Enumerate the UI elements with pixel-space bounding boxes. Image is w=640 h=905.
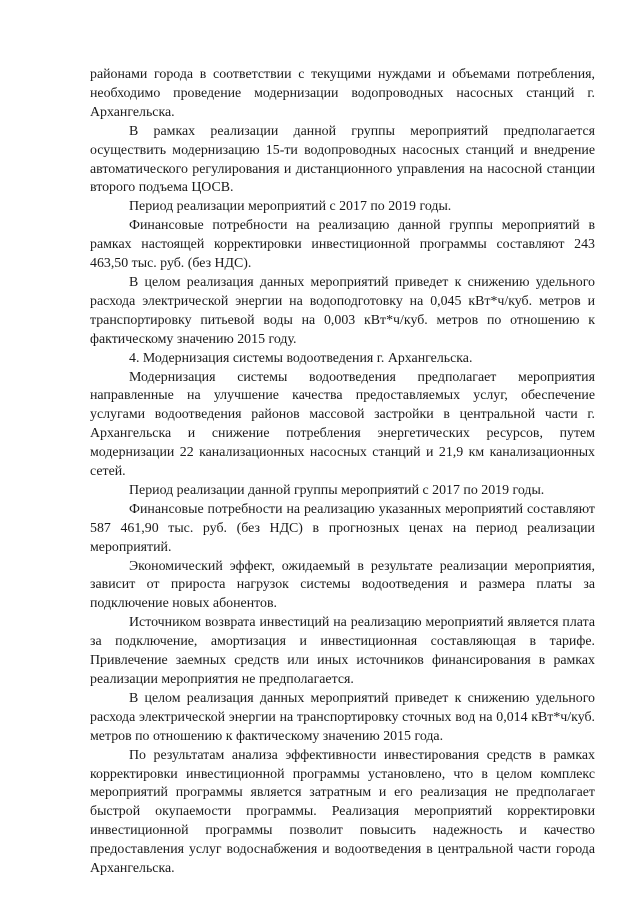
paragraph-5: В целом реализация данных мероприятий приведет к снижению удельного расхода электрической энергии на водоподготовку на 0,045 кВт*ч/куб. метров и транспортировку питьевой воды на 0,003 кВт*ч/куб. метров по отношению к фактическому значению 2015 году. [90,274,595,347]
paragraph-9: Финансовые потребности на реализацию указанных мероприятий составляют 587 461,90 тыс. руб. (без НДС) в прогнозных ценах на период реализации мероприятий. [90,501,595,555]
document-body [90,66,595,879]
section-heading: 4. Модернизация системы водоотведения г. Архангельска. [129,350,473,366]
paragraph-11: Источником возврата инвестиций на реализацию мероприятий является плата за подключение, амортизация и инвестиционная составляющая в тарифе. Привлечение заемных средств или иных источников финансирования в рамках реализации мероприятия не предполагается. [90,615,595,687]
paragraph-2: В рамках реализации данной группы мероприятий предполагается осуществить модернизацию 15-ти водопроводных насосных станций и внедрение автоматического регулирования и дистанционного управления на насосной станции второго подъема ЦОСВ. [90,123,595,196]
paragraph-7: Модернизация системы водоотведения предполагает мероприятия направленные на улучшение качества предоставляемых услуг, обеспечение услугами водоотведения районов массовой застройки в центральной части г. Архангельска и снижение потребления энергетических ресурсов, путем модернизации 22 канализационных насосных станций и 21,9 км канализационных сетей. [90,369,595,480]
paragraph-3: Период реализации мероприятий с 2017 по 2019 годы. [129,199,452,215]
paragraph-8: Период реализации данной группы мероприятий с 2017 по 2019 годы. [129,482,545,498]
paragraph-10: Экономический эффект, ожидаемый в результате реализации мероприятия, зависит от прироста нагрузок системы водоотведения и размера платы за подключение новых абонентов. [90,558,595,612]
paragraph-4: Финансовые потребности на реализацию данной группы мероприятий в рамках настоящей корректировки инвестиционной программы составляют 243 463,50 тыс. руб. (без НДС). [90,218,595,272]
paragraph-13: По результатам анализа эффективности инвестирования средств в рамках корректировки инвестиционной программы установлено, что в целом комплекс мероприятий программы является затратным и его реализация не предполагает быстрой окупаемости программы. Реализация мероприятий корректировки инвестиционной программы позволит повысить надежность и качество предоставления услуг водоснабжения и водоотведения в центральной части города Архангельска. [90,747,595,877]
paragraph-12: В целом реализация данных мероприятий приведет к снижению удельного расхода электрической энергии на транспортировку сточных вод на 0,014 кВт*ч/куб. метров по отношению к фактическому значению 2015 года. [90,690,595,744]
paragraph-1: районами города в соответствии с текущими нуждами и объемами потребления, необходимо проведение модернизации водопроводных насосных станций г. Архангельска. [90,67,595,120]
